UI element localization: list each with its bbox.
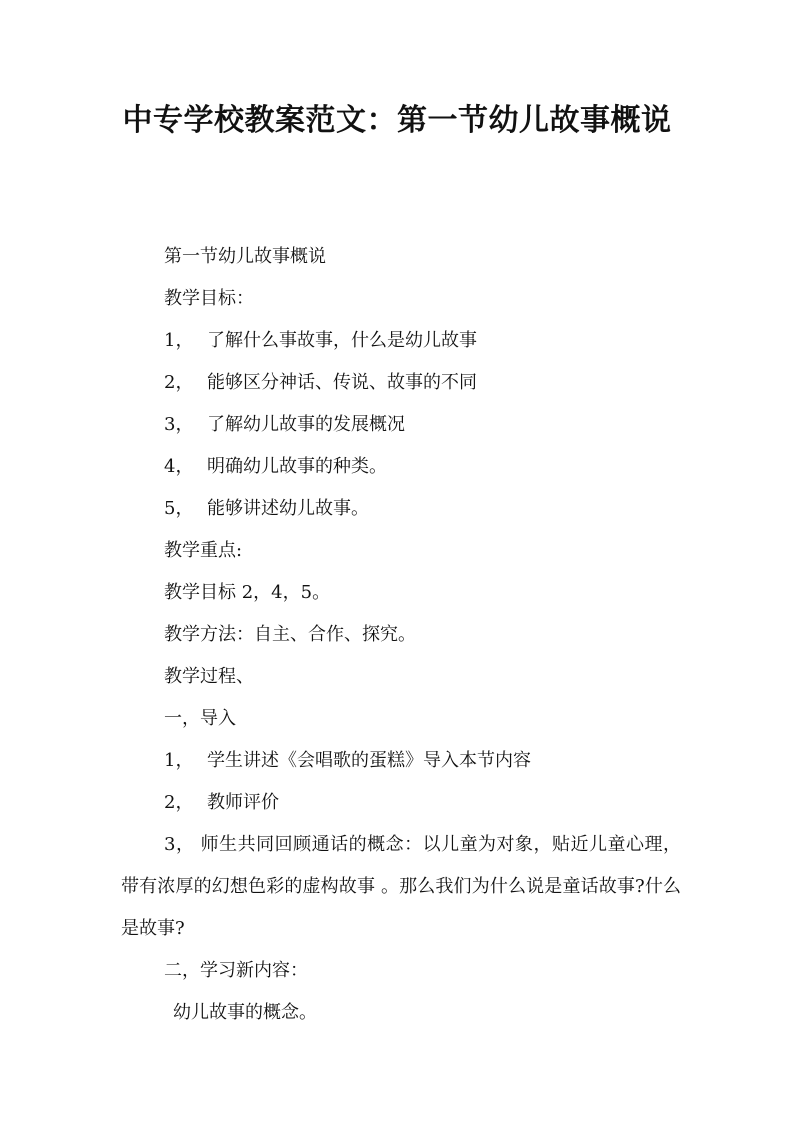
goal-number: 4， [164, 456, 194, 477]
goal-number: 3， [164, 414, 194, 435]
section-2-label: 二，学习新内容： [164, 960, 308, 981]
goal-item-1 [121, 320, 681, 362]
step-number: 1， [164, 750, 194, 771]
section-heading: 第一节幼儿故事概说 [164, 246, 326, 267]
key-points-label: 教学重点: [164, 540, 243, 561]
process-step-1 [121, 740, 681, 782]
goal-text: 能够区分神话、传说、故事的不同 [207, 372, 477, 393]
process-step-2 [121, 782, 681, 824]
goal-number: 1， [164, 330, 194, 351]
goal-text: 了解什么事故事，什么是幼儿故事 [207, 330, 477, 351]
process-step-3-paragraph: 3， 师生共同回顾通话的概念：以儿童为对象，贴近儿童心理，带有浓厚的幻想色彩的虚构故事 。那么我们为什么说是童话故事?什么是故事? [121, 834, 681, 939]
key-points-text: 教学目标 2，4，5。 [164, 582, 331, 603]
goal-text: 了解幼儿故事的发展概况 [207, 414, 405, 435]
step-text: 学生讲述《会唱歌的蛋糕》导入本节内容 [207, 750, 531, 771]
goal-item-4 [121, 446, 681, 488]
step-number: 2， [164, 792, 194, 813]
goal-item-5 [121, 488, 681, 530]
methods-text: 教学方法：自主、合作、探究。 [164, 624, 416, 645]
process-label: 教学过程、 [164, 666, 254, 687]
goal-item-2 [121, 362, 681, 404]
section-1-label: 一，导入 [164, 708, 236, 729]
step-text: 教师评价 [207, 792, 279, 813]
goal-number: 2， [164, 372, 194, 393]
document-body [121, 236, 681, 1034]
concept-line: 幼儿故事的概念。 [173, 1002, 317, 1023]
goal-item-3 [121, 404, 681, 446]
goals-label: 教学目标： [164, 288, 254, 309]
document-title: 中专学校教案范文：第一节幼儿故事概说 [122, 103, 672, 138]
goal-number: 5， [164, 498, 194, 519]
goal-text: 明确幼儿故事的种类。 [207, 456, 387, 477]
goal-text: 能够讲述幼儿故事。 [207, 498, 369, 519]
